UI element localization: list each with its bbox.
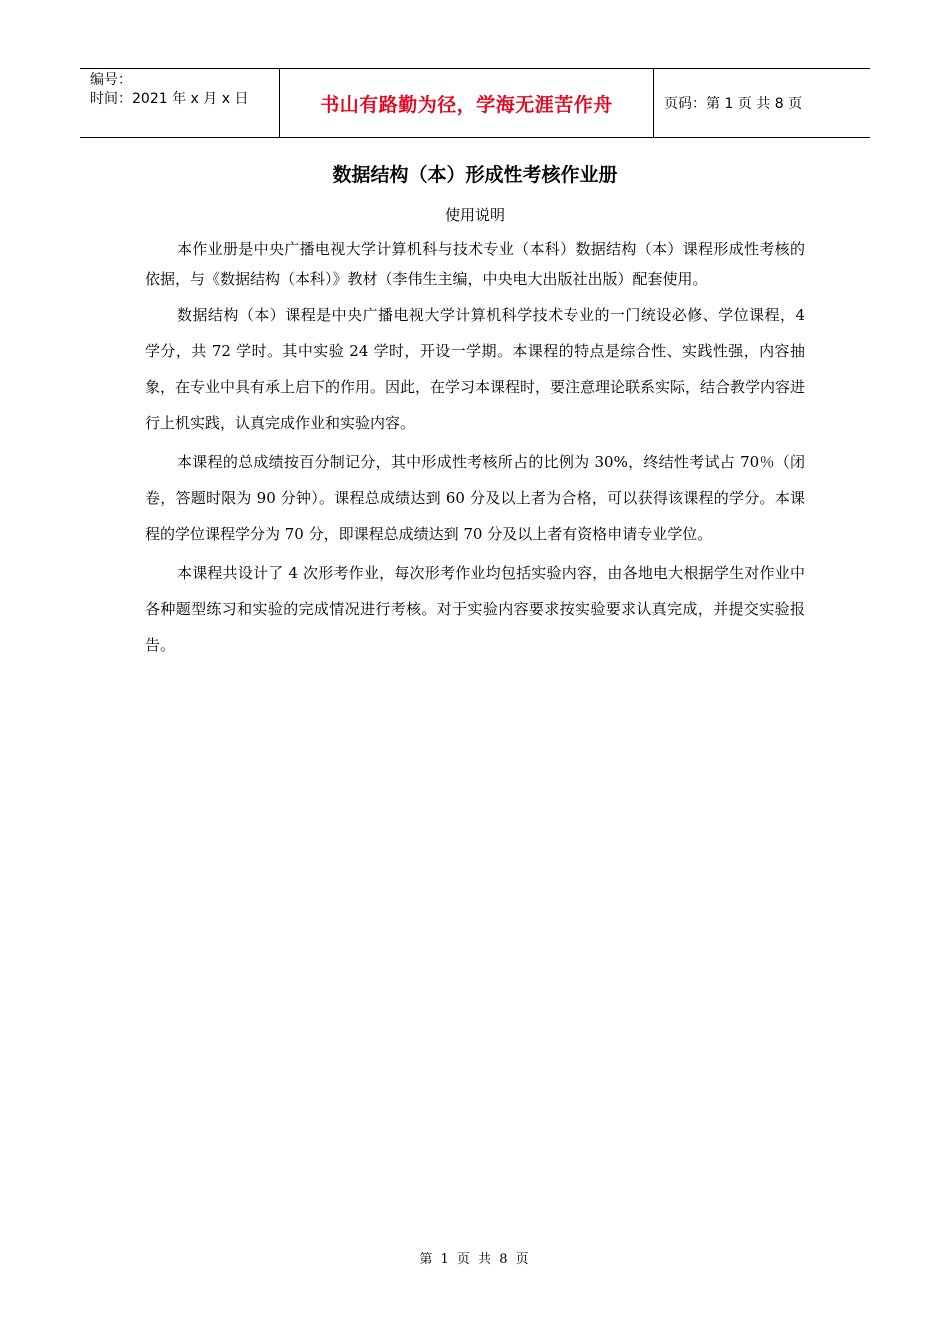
document-title: 数据结构（本）形成性考核作业册	[332, 164, 618, 186]
document-date: 时间：2021 年 x 月 x 日	[90, 91, 249, 107]
page-footer: 第 1 页 共 8 页	[419, 1252, 531, 1267]
header-page-info: 页码：第 1 页 共 8 页	[664, 96, 803, 112]
document-body	[145, 234, 805, 663]
header-meta	[80, 69, 280, 137]
page-header	[80, 68, 870, 138]
document-subtitle: 使用说明	[444, 206, 505, 224]
document-number-label: 编号：	[90, 72, 132, 88]
paragraph: 本作业册是中央广播电视大学计算机科与技术专业（本科）数据结构（本）课程形成性考核的依据，与《数据结构（本科）》教材（李伟生主编，中央电大出版社出版）配套使用。	[145, 240, 805, 288]
header-motto: 书山有路勤为径，学海无涯苦作舟	[280, 69, 654, 137]
paragraph: 数据结构（本）课程是中央广播电视大学计算机科学技术专业的一门统设必修、学位课程，4 学分，共 72 学时。其中实验 24 学时，开设一学期。本课程的特点是综合性、实践性强，内容抽象，在专业中具有承上启下的作用。因此，在学习本课程时，要注意理论联系实际，结合教学内容进行上机实践，认真完成作业和实验内容。	[145, 306, 806, 432]
paragraph: 本课程共设计了 4 次形考作业，每次形考作业均包括实验内容，由各地电大根据学生对作业中各种题型练习和实验的完成情况进行考核。对于实验内容要求按实验要求认真完成，并提交实验报告。	[145, 564, 805, 654]
paragraph: 本课程的总成绩按百分制记分，其中形成性考核所占的比例为 30%，终结性考试占 70％（闭卷，答题时限为 90 分钟）。课程总成绩达到 60 分及以上者为合格，可以获得该课程的学分。本课程的学位课程学分为 70 分，即课程总成绩达到 70 分及以上者有资格申请专业学位。	[145, 453, 805, 543]
